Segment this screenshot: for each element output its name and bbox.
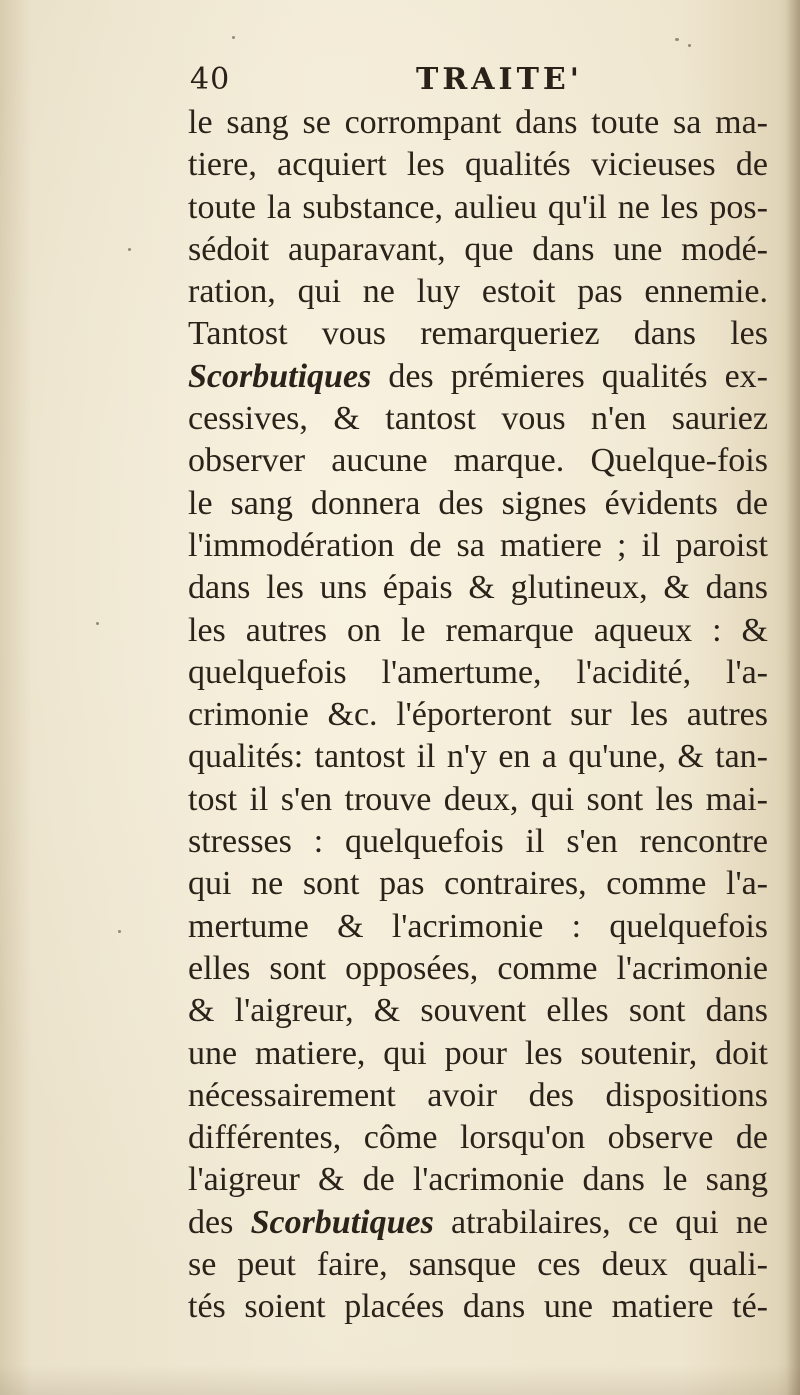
text-line: dans les uns épais & glutineux, & dans (188, 569, 768, 607)
text-line: les autres on le remarque aqueux : & (188, 611, 768, 649)
body-text (188, 102, 768, 1329)
text-line: tés soient placées dans une matiere té- (188, 1288, 768, 1326)
text-line: qui ne sont pas contraires, comme l'a- (188, 865, 768, 903)
text-line: différentes, côme lorsqu'on observe de (188, 1119, 768, 1157)
ink-speck (688, 44, 691, 47)
text-line: le sang se corrompant dans toute sa ma- (188, 104, 768, 141)
page-bottom-edge (0, 1365, 800, 1395)
text-line: ration, qui ne luy estoit pas ennemie. (188, 273, 768, 311)
text-line: une matiere, qui pour les soutenir, doit (188, 1034, 768, 1072)
text-line: quelquefois l'amertume, l'acidité, l'a- (188, 653, 768, 691)
text-line: Tantost vous remarqueriez dans les (188, 315, 768, 353)
text-line: tiere, acquiert les qualités vicieuses de (188, 146, 768, 184)
text-line: cessives, & tantost vous n'en sauriez (188, 400, 768, 438)
text-line: l'aigreur & de l'acrimonie dans le sang (188, 1161, 768, 1199)
ink-speck (675, 38, 679, 41)
text-line: mertume & l'acrimonie : quelquefois (188, 907, 768, 945)
line-pre: des (188, 1203, 251, 1241)
text-line: nécessairement avoir des dispositions (188, 1076, 768, 1114)
text-line: qualités: tantost il n'y en a qu'une, & tan- (188, 738, 768, 776)
page-header (190, 62, 760, 106)
italic-word: Scorbutiques (188, 357, 372, 395)
ink-speck (232, 36, 235, 39)
text-line: l'immodération de sa matiere ; il paroist (188, 526, 768, 564)
line-rest: des prémieres qualités ex- (371, 357, 768, 395)
page-gutter-shadow (786, 0, 800, 1395)
text-line: stresses : quelquefois il s'en rencontre (188, 823, 768, 861)
ink-speck (96, 622, 99, 625)
text-line-italic-2 (188, 1202, 768, 1244)
page-number: 40 (190, 62, 231, 97)
text-line-italic-1 (188, 356, 768, 398)
text-line: elles sont opposées, comme l'acrimonie (188, 949, 768, 987)
running-head: TRAITE' (416, 62, 583, 97)
text-line: toute la substance, aulieu qu'il ne les pos- (188, 188, 768, 226)
italic-word: Scorbutiques (250, 1203, 434, 1241)
ink-speck (118, 930, 121, 933)
text-line: & l'aigreur, & souvent elles sont dans (188, 992, 768, 1030)
text-line: observer aucune marque. Quelque-fois (188, 442, 768, 480)
text-line: crimonie &c. l'éporteront sur les autres (188, 696, 768, 734)
text-line: se peut faire, sansque ces deux quali- (188, 1246, 768, 1284)
text-line: sédoit auparavant, que dans une modé- (188, 230, 768, 268)
text-line: le sang donnera des signes évidents de (188, 484, 768, 522)
line-rest: atrabilaires, ce qui ne (433, 1203, 768, 1241)
ink-speck (128, 248, 131, 251)
text-line: tost il s'en trouve deux, qui sont les mai- (188, 780, 768, 818)
